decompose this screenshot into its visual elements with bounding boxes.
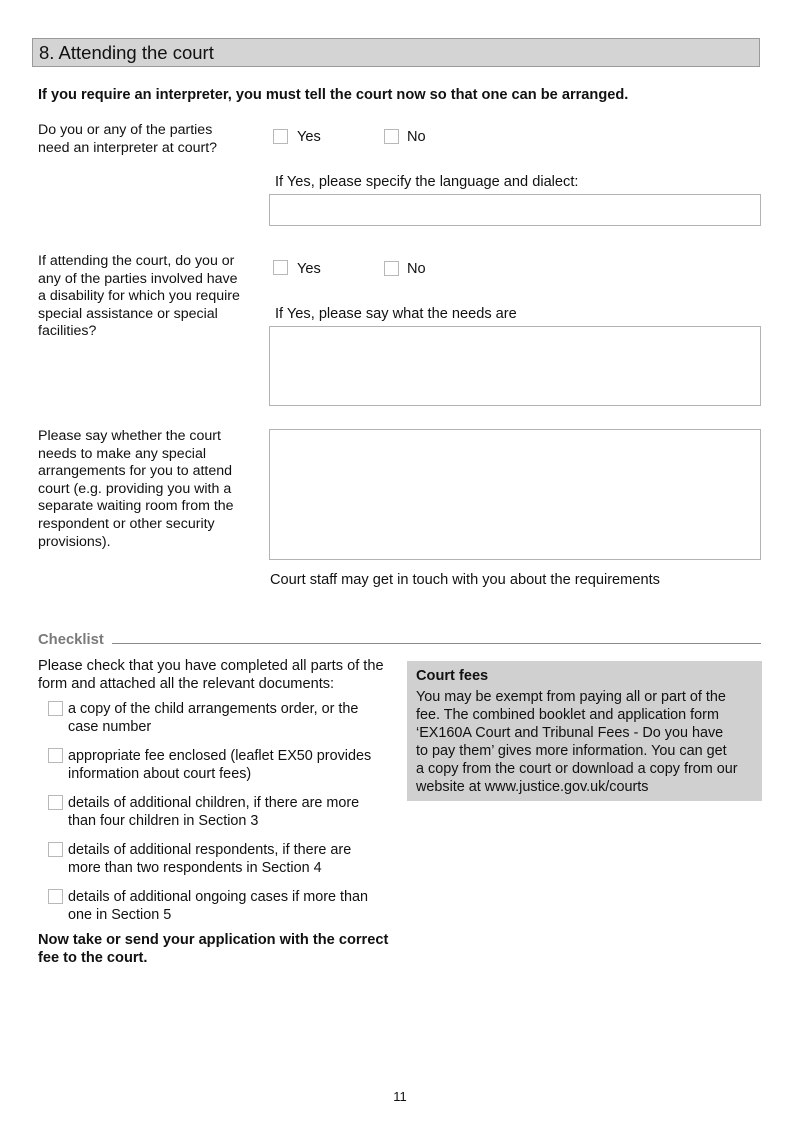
special-arrangements-line: Please say whether the court — [38, 428, 221, 444]
disability-question-line: special assistance or special — [38, 305, 218, 322]
section-title: 8. Attending the court — [39, 42, 214, 63]
checklist-checkbox[interactable] — [48, 842, 63, 857]
checklist-checkbox[interactable] — [48, 748, 63, 763]
checklist-item-line: one in Section 5 — [68, 907, 172, 923]
court-staff-note: Court staff may get in touch with you about the requirements — [270, 572, 660, 588]
checklist-item-line: more than two respondents in Section 4 — [68, 860, 322, 876]
interpreter-no-checkbox[interactable] — [384, 129, 399, 144]
court-fees-line: to pay them’ gives more information. You can get — [416, 743, 727, 759]
interpreter-question-line: need an interpreter at court? — [38, 139, 218, 156]
checklist-intro-line: form and attached all the relevant documents: — [38, 676, 335, 692]
special-arrangements-line: respondent or other security — [38, 515, 215, 532]
disability-question-line: If attending the court, do you or — [38, 253, 235, 269]
disability-question — [38, 253, 253, 341]
special-arrangements-line: arrangements for you to attend — [38, 463, 233, 480]
interpreter-language-input[interactable] — [269, 194, 761, 226]
court-fees-line: You may be exempt from paying all or part of the — [416, 689, 726, 705]
court-fees-body — [416, 688, 753, 796]
disability-no-label: No — [407, 261, 426, 277]
disability-needs-label: If Yes, please say what the needs are — [275, 306, 517, 322]
special-arrangements-line: separate waiting room from the — [38, 498, 234, 515]
checklist-item-line: details of additional children, if there are more — [68, 795, 360, 811]
disability-question-line: facilities? — [38, 323, 97, 340]
checklist-checkbox[interactable] — [48, 795, 63, 810]
checklist-final-line: fee to the court. — [38, 950, 148, 966]
interpreter-question-line: Do you or any of the parties — [38, 122, 213, 138]
checklist-title: Checklist — [38, 632, 104, 648]
court-fees-line: fee. The combined booklet and application form — [416, 707, 719, 723]
court-fees-line: website at www.justice.gov.uk/courts — [416, 779, 649, 795]
checklist-divider — [112, 643, 761, 644]
disability-question-line: a disability for which you require — [38, 288, 240, 305]
disability-no-checkbox[interactable] — [384, 261, 399, 276]
checklist-intro — [38, 657, 398, 693]
special-arrangements-line: provisions). — [38, 533, 111, 550]
special-arrangements-line: court (e.g. providing you with a — [38, 480, 232, 497]
interpreter-notice: If you require an interpreter, you must tell the court now so that one can be arranged. — [38, 87, 629, 103]
court-fees-line: a copy from the court or download a copy from our — [416, 761, 738, 777]
interpreter-language-label: If Yes, please specify the language and dialect: — [275, 174, 579, 190]
court-fees-title: Court fees — [416, 668, 489, 684]
checklist-final-instruction — [38, 931, 408, 967]
checklist-intro-line: Please check that you have completed all parts of the — [38, 658, 384, 674]
checklist-item-line: case number — [68, 719, 152, 735]
checklist-item-line: details of additional ongoing cases if more than — [68, 889, 368, 905]
court-fees-box — [407, 661, 762, 801]
checklist-item-line: details of additional respondents, if there are — [68, 842, 352, 858]
section-header — [32, 38, 760, 67]
checklist-item-line: than four children in Section 3 — [68, 813, 259, 829]
disability-question-line: any of the parties involved have — [38, 270, 238, 287]
checklist-checkbox[interactable] — [48, 701, 63, 716]
interpreter-question — [38, 122, 253, 157]
interpreter-no-label: No — [407, 129, 426, 145]
checklist-checkbox[interactable] — [48, 889, 63, 904]
special-arrangements-question — [38, 428, 253, 551]
disability-needs-textarea[interactable] — [269, 326, 761, 406]
checklist-item-line: a copy of the child arrangements order, or the — [68, 701, 359, 717]
disability-yes-label: Yes — [297, 261, 321, 277]
checklist-final-line: Now take or send your application with the correct — [38, 932, 389, 948]
special-arrangements-textarea[interactable] — [269, 429, 761, 560]
interpreter-yes-label: Yes — [297, 129, 321, 145]
interpreter-yes-checkbox[interactable] — [273, 129, 288, 144]
page-number: 11 — [393, 1089, 407, 1104]
special-arrangements-line: needs to make any special — [38, 445, 206, 462]
court-fees-line: ‘EX160A Court and Tribunal Fees - Do you have — [416, 725, 724, 741]
disability-yes-checkbox[interactable] — [273, 260, 288, 275]
checklist-item-line: appropriate fee enclosed (leaflet EX50 provides — [68, 748, 372, 764]
checklist-item-line: information about court fees) — [68, 766, 252, 782]
